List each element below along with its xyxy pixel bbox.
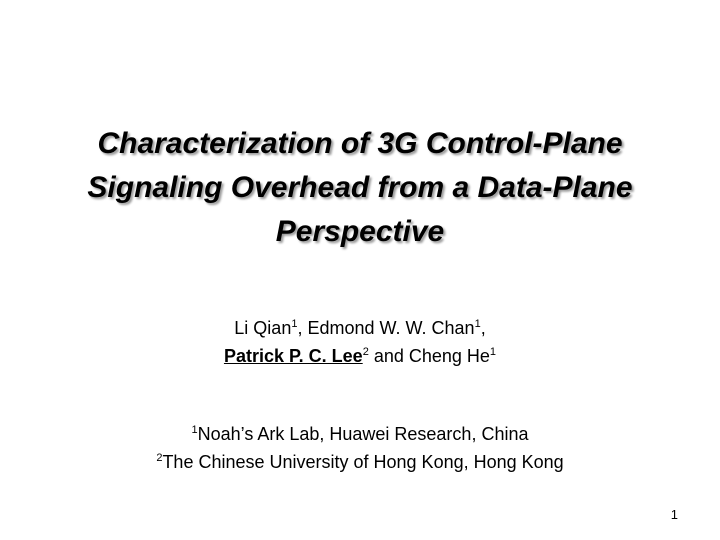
title-line-3: Perspective <box>275 215 445 248</box>
page-number: 1 <box>670 507 678 522</box>
author-name: Li Qian <box>234 318 292 338</box>
author-name: Cheng He <box>408 346 490 366</box>
author-affiliation-mark: 2 <box>362 346 369 358</box>
author-separator: , <box>480 318 486 338</box>
title-line-2: Signaling Overhead from a Data-Plane <box>87 171 633 204</box>
slide-title <box>20 122 700 254</box>
author-affiliation-mark: 1 <box>489 346 497 358</box>
affiliation-list <box>20 420 700 476</box>
author-affiliation-mark: 1 <box>291 318 298 330</box>
author-separator: and <box>368 346 409 366</box>
author-name: Edmond W. W. Chan <box>307 318 475 338</box>
affiliation-1 <box>20 420 700 448</box>
affiliation-2 <box>20 448 700 476</box>
presenting-author-name: Patrick P. C. Lee <box>223 346 363 366</box>
title-line-1: Characterization of 3G Control-Plane <box>97 127 623 160</box>
author-list <box>20 314 700 370</box>
affiliation-text: The Chinese University of Hong Kong, Hong Kong <box>162 452 564 472</box>
author-separator: , <box>297 318 308 338</box>
affiliation-mark: 2 <box>156 452 163 464</box>
author-line-2 <box>20 342 700 370</box>
author-line-1 <box>20 314 700 342</box>
author-affiliation-mark: 1 <box>474 318 481 330</box>
affiliation-text: Noah’s Ark Lab, Huawei Research, China <box>197 424 529 444</box>
affiliation-mark: 1 <box>191 424 198 436</box>
